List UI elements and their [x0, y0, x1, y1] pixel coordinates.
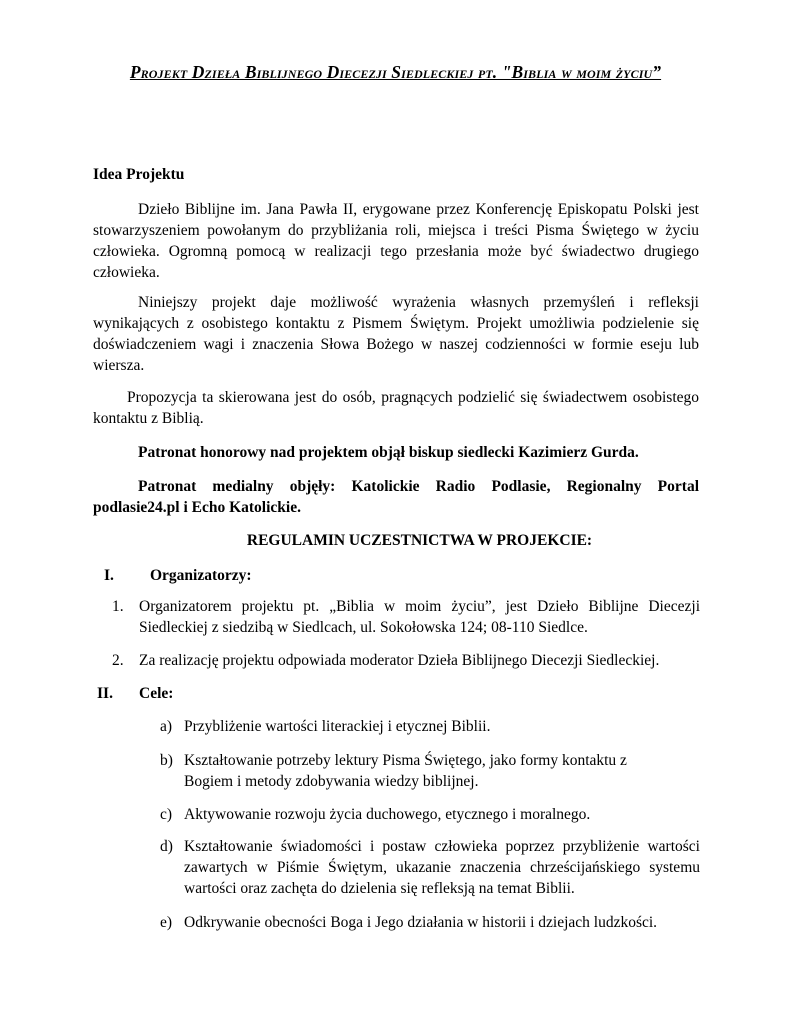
- section-title: Organizatorzy:: [150, 567, 252, 584]
- list-item-text: Odkrywanie obecności Boga i Jego działania w historii i dziejach ludzkości.: [184, 914, 658, 931]
- section-heading-organizers: [104, 565, 252, 586]
- list-item-letter: a): [160, 718, 173, 735]
- list-item-number: 2.: [112, 652, 124, 669]
- list-item: [112, 650, 700, 671]
- list-item: [160, 716, 700, 737]
- section-title: Cele:: [139, 685, 174, 702]
- list-item-letter: e): [160, 914, 173, 931]
- list-item-letter: c): [160, 806, 173, 823]
- list-item: [160, 804, 700, 825]
- honorary-patronage: Patronat honorowy nad projektem objął biskup siedlecki Kazimierz Gurda.: [138, 444, 639, 461]
- list-item-text: Aktywowanie rozwoju życia duchowego, etycznego i moralnego.: [184, 806, 591, 823]
- regulations-heading: REGULAMIN UCZESTNICTWA W PROJEKCIE:: [246, 532, 593, 549]
- list-item-number: 1.: [112, 598, 124, 615]
- list-item: [160, 912, 700, 933]
- list-item-letter: d): [160, 838, 173, 855]
- list-item-text: Organizatorem projektu pt. „Biblia w moim życiu”, jest Dzieło Biblijne Diecezji Siedleckiej z siedzibą w Siedlcach, ul. Sokołowska 124; 08-110 Siedlce.: [139, 598, 700, 636]
- idea-paragraph-3: Propozycja ta skierowana jest do osób, pragnących podzielić się świadectwem osobistego kontaktu z Biblią.: [93, 389, 699, 427]
- document-title: Projekt Dzieła Biblijnego Diecezji Siedleckiej pt. "Biblia w moim życiu”: [129, 62, 662, 82]
- section-number: II.: [97, 685, 113, 702]
- section-heading-goals: [97, 683, 173, 704]
- list-item-letter: b): [160, 752, 173, 769]
- idea-heading: Idea Projektu: [93, 166, 185, 183]
- list-item-text: Przybliżenie wartości literackiej i etycznej Biblii.: [184, 718, 491, 735]
- list-item: [112, 596, 700, 638]
- idea-paragraph-2: Niniejszy projekt daje możliwość wyrażenia własnych przemyśleń i refleksji wynikających z osobistego kontaktu z Pismem Świętym. Projekt umożliwia podzielenie się doświadczeniem wagi i znaczenia Słowa Bożego w naszej codzienności w formie eseju lub wiersza.: [93, 294, 699, 374]
- idea-paragraph-1: Dzieło Biblijne im. Jana Pawła II, erygowane przez Konferencję Episkopatu Polski jest stowarzyszeniem powołanym do przybliżania roli, miejsca i treści Pisma Świętego w życiu człowieka. Ogromną pomocą w realizacji tego przesłania może być świadectwo drugiego człowieka.: [93, 201, 699, 281]
- list-item-text: Kształtowanie świadomości i postaw człowieka poprzez przybliżenie wartości zawartych w Piśmie Świętym, ukazanie znaczenia chrześcijańskiego systemu wartości oraz zachęta do dzielenia się refleksją na temat Biblii.: [184, 838, 700, 897]
- list-item: [160, 836, 700, 899]
- list-item-text: Kształtowanie potrzeby lektury Pisma Świętego, jako formy kontaktu z Bogiem i metody zdobywania wiedzy biblijnej.: [184, 752, 627, 790]
- section-number: I.: [104, 567, 114, 584]
- media-patronage: Patronat medialny objęły: Katolickie Radio Podlasie, Regionalny Portal podlasie24.pl i Echo Katolickie.: [93, 478, 699, 516]
- list-item: [160, 750, 630, 792]
- list-item-text: Za realizację projektu odpowiada moderator Dzieła Biblijnego Diecezji Siedleckiej.: [139, 652, 660, 669]
